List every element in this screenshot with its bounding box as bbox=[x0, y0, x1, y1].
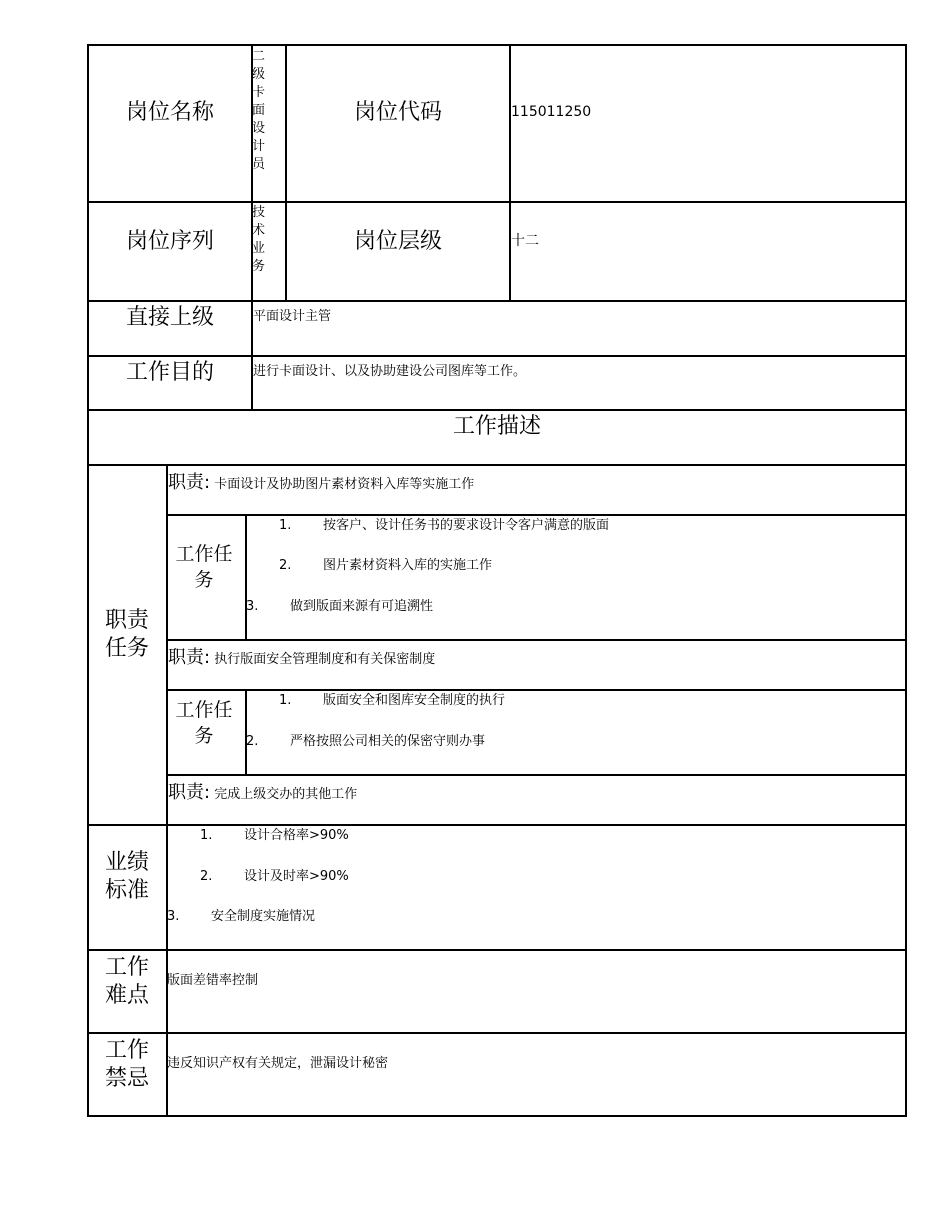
purpose-label: 工作目的 bbox=[125, 360, 214, 385]
post-sequence-value: 技术业务 bbox=[252, 205, 266, 274]
duty-1-text: 卡面设计及协助图片素材资料入库等实施工作 bbox=[214, 477, 475, 492]
work-description-title: 工作描述 bbox=[452, 414, 541, 439]
duty-3-text: 完成上级交办的其他工作 bbox=[214, 787, 358, 802]
difficulty-label: 工作难点 bbox=[104, 955, 149, 1008]
superior-label: 直接上级 bbox=[125, 305, 214, 330]
duty-prefix: 职责: bbox=[168, 647, 211, 668]
prohibition-value: 违反知识产权有关规定，泄漏设计秘密 bbox=[167, 1056, 389, 1071]
task-label-2: 工作任务 bbox=[175, 699, 233, 747]
performance-item-3: 3. 安全制度实施情况 bbox=[167, 909, 316, 924]
post-code-label: 岗位代码 bbox=[353, 100, 442, 125]
post-name-label: 岗位名称 bbox=[125, 100, 214, 125]
superior-value: 平面设计主管 bbox=[253, 309, 332, 324]
task-1-2: 2. 图片素材资料入库的实施工作 bbox=[279, 558, 493, 573]
task-label-1: 工作任务 bbox=[175, 543, 233, 591]
task-1-1: 1. 按客户、设计任务书的要求设计令客户满意的版面 bbox=[279, 518, 610, 533]
duty-2-text: 执行版面安全管理制度和有关保密制度 bbox=[214, 652, 436, 667]
duty-3 bbox=[168, 778, 357, 804]
duty-1 bbox=[168, 468, 474, 494]
task-2-1: 1. 版面安全和图库安全制度的执行 bbox=[279, 693, 506, 708]
duties-section-label: 职责任务 bbox=[104, 608, 149, 661]
post-level-value: 十二 bbox=[511, 233, 539, 249]
duty-2 bbox=[168, 643, 435, 669]
performance-label: 业绩标准 bbox=[104, 850, 149, 903]
prohibition-label: 工作禁忌 bbox=[104, 1038, 149, 1091]
performance-item-1: 1. 设计合格率>90% bbox=[200, 828, 349, 843]
duty-prefix: 职责: bbox=[168, 472, 211, 493]
task-2-2: 2. 严格按照公司相关的保密守则办事 bbox=[246, 734, 486, 749]
post-code-value: 115011250 bbox=[511, 104, 592, 120]
post-name-value: 二级卡面设计员 bbox=[252, 49, 266, 172]
difficulty-value: 版面差错率控制 bbox=[167, 973, 259, 988]
purpose-value: 进行卡面设计、以及协助建设公司图库等工作。 bbox=[253, 364, 527, 379]
task-1-3: 3. 做到版面来源有可追溯性 bbox=[246, 599, 434, 614]
post-sequence-label: 岗位序列 bbox=[125, 229, 214, 254]
post-level-label: 岗位层级 bbox=[353, 229, 442, 254]
performance-item-2: 2. 设计及时率>90% bbox=[200, 869, 349, 884]
duty-prefix: 职责: bbox=[168, 782, 211, 803]
